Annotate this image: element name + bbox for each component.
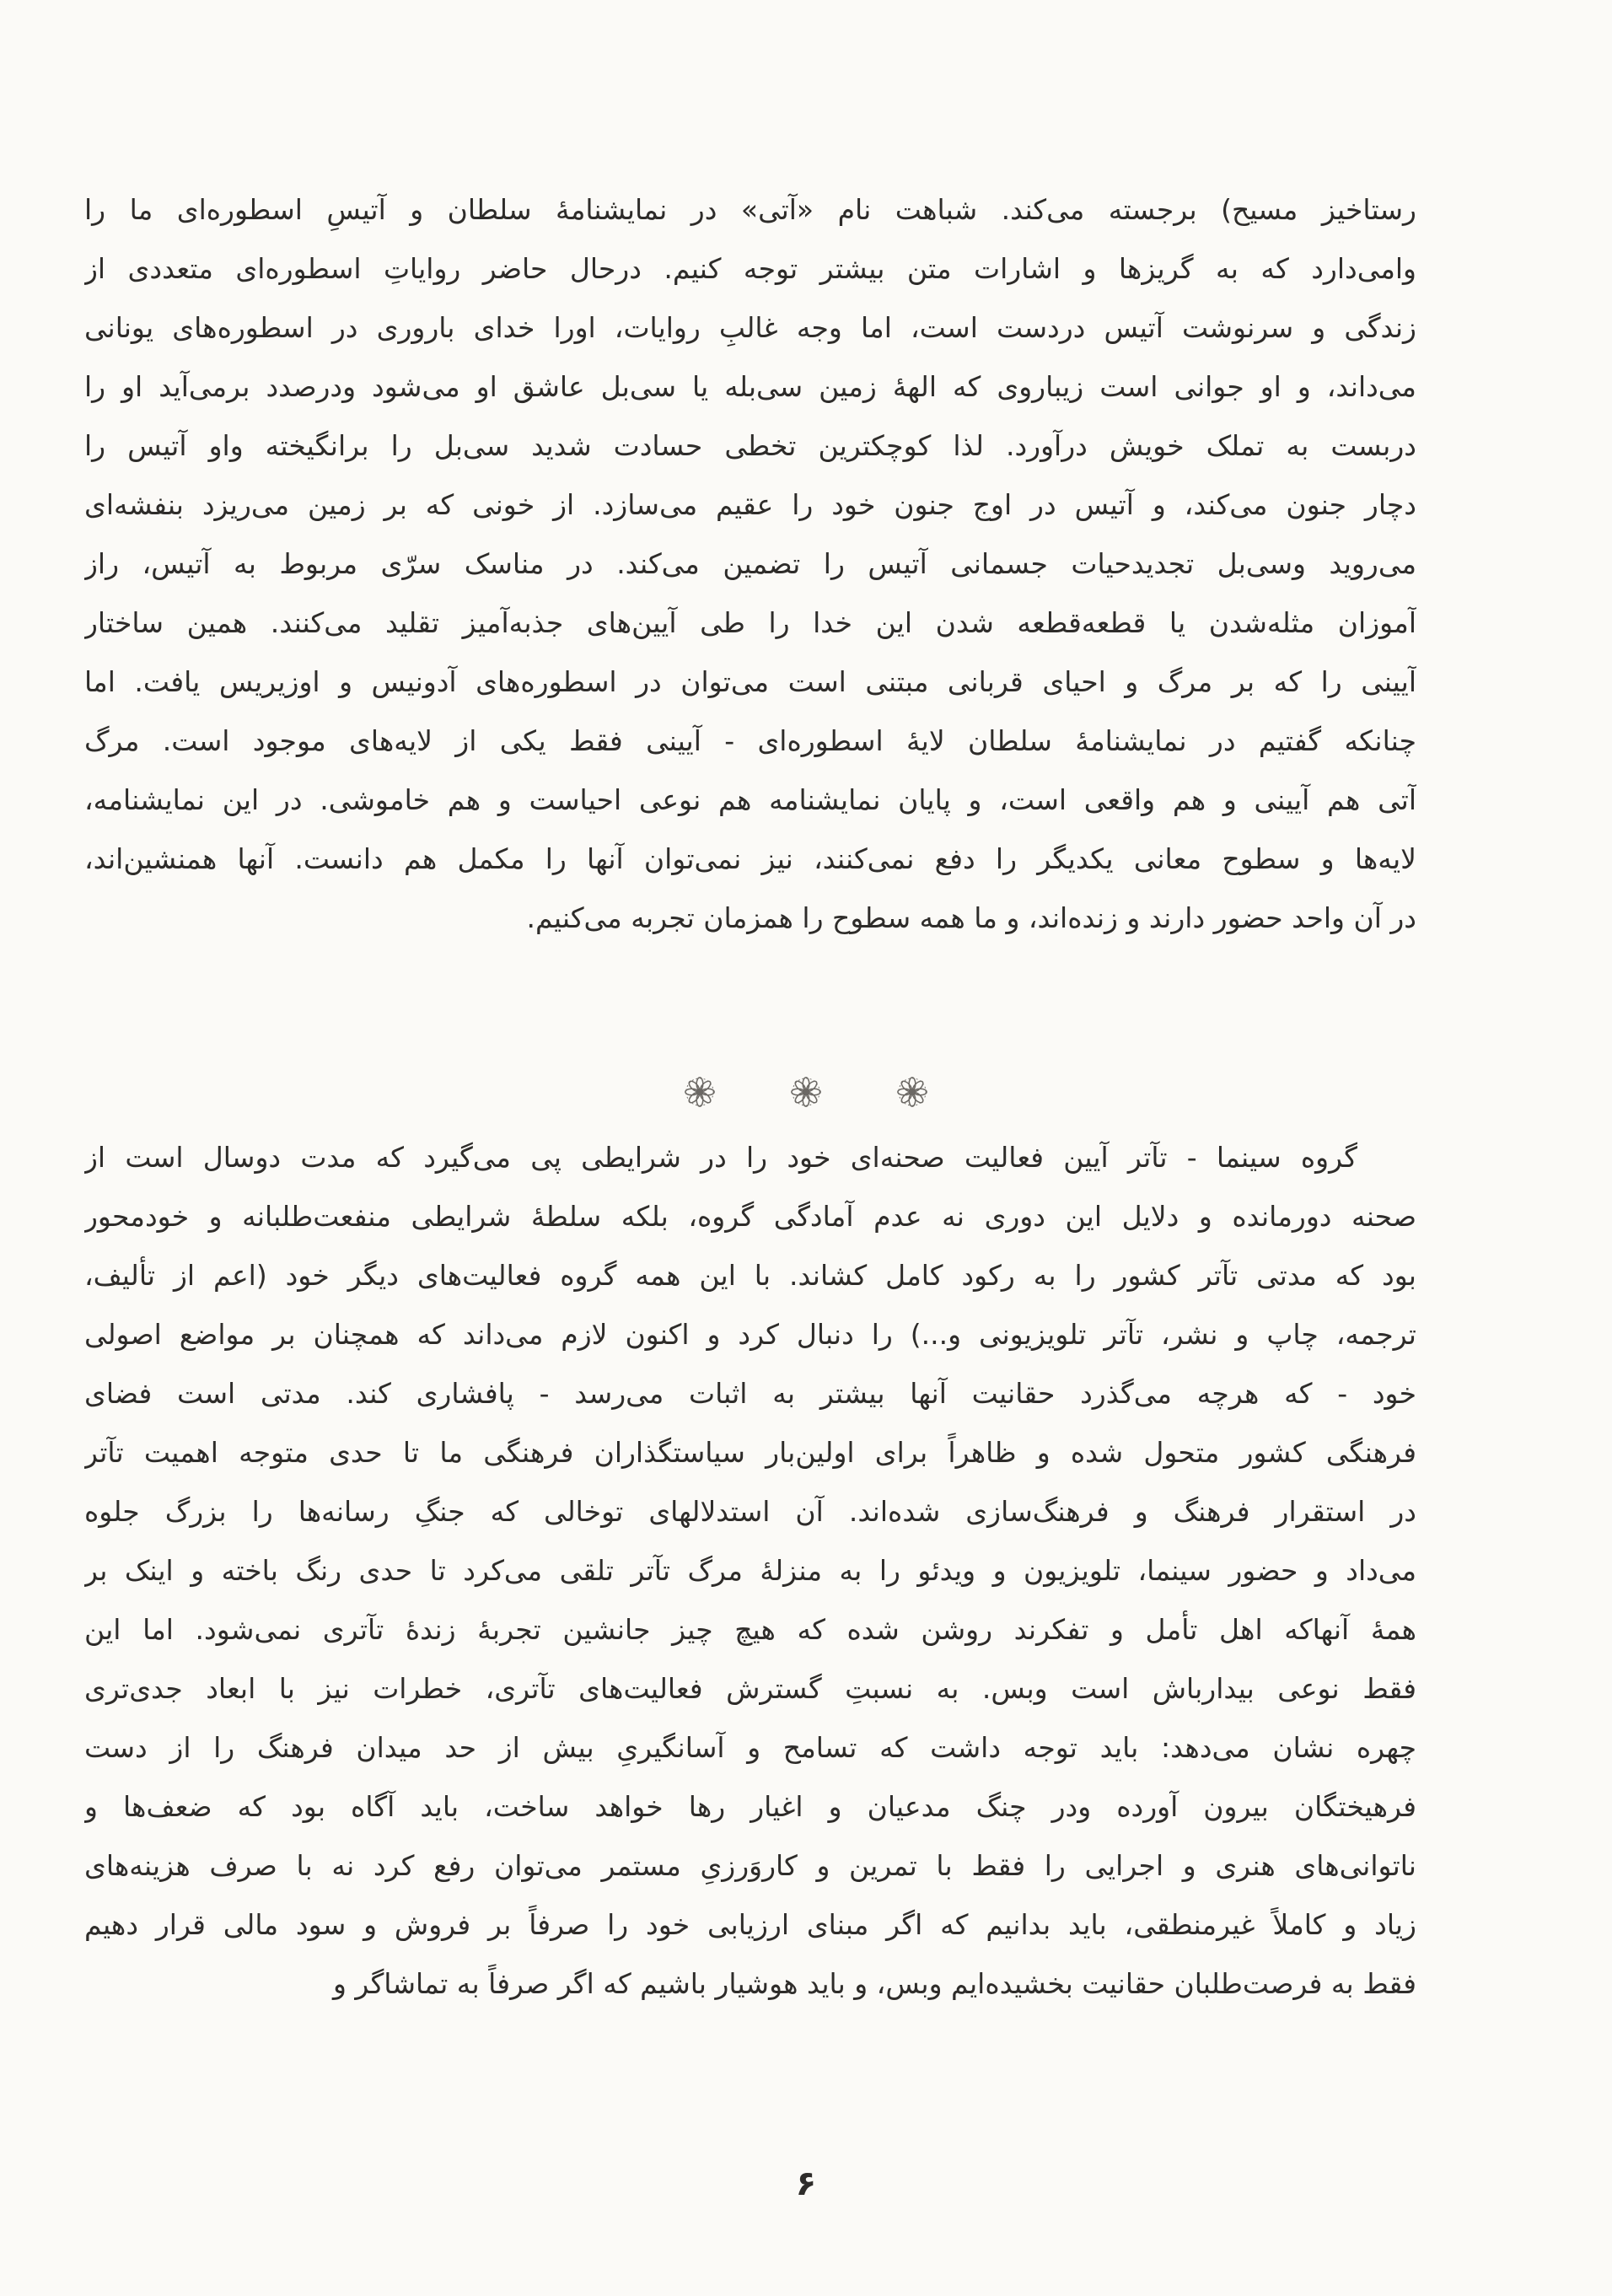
flower-ornament-icon	[896, 1076, 928, 1108]
text-line: گروه سینما - تآتر آیین فعالیت صحنه‌ای خود را در شرایطی پی می‌گیرد که مدت دوسال است از	[84, 1141, 1357, 1174]
text-line: فرهنگی کشور متحول شده و ظاهراً برای اولین‌بار سیاستگذاران فرهنگی ما تا حدی متوجه اهمیت تآتر	[84, 1436, 1416, 1469]
text-line: آتی هم آیینی و هم واقعی است، و پایان نمایشنامه هم نوعی احیاست و هم خاموشی. در این نمایشنامه،	[84, 783, 1416, 816]
text-line: وامی‌دارد که به گریزها و اشارات متن بیشتر توجه کنیم. درحال حاضر روایاتِ اسطوره‌ای متعددی از	[84, 252, 1416, 285]
section-divider	[0, 1071, 1612, 1113]
flower-ornament-icon	[684, 1076, 716, 1108]
text-line: صحنه دورمانده و دلایل این دوری نه عدم آمادگی گروه، بلکه سلطهٔ شرایطی منفعت‌طلبانه و خودمحور	[84, 1200, 1416, 1233]
paragraph-1	[84, 180, 1416, 948]
text-line: فقط به فرصت‌طلبان حقانیت بخشیده‌ایم وبس، و باید هوشیار باشیم که اگر صرفاً به تماشاگر و	[332, 1967, 1416, 2000]
text-line: در آن واحد حضور دارند و زنده‌اند، و ما همه سطوح را همزمان تجربه می‌کنیم.	[526, 901, 1416, 934]
text-line: دربست به تملک خویش درآورد. لذا کوچکترین تخطی حسادت شدید سی‌بل را برانگیخته واو آتیس را	[84, 429, 1416, 462]
text-line: ترجمه، چاپ و نشر، تآتر تلویزیونی و...) را دنبال کرد و اکنون لازم می‌داند که همچنان بر مواضع اصولی	[84, 1318, 1416, 1351]
text-line: خود - که هرچه می‌گذرد حقانیت آنها بیشتر به اثبات می‌رسد - پافشاری کند. مدتی است فضای	[84, 1377, 1416, 1410]
text-line: زیاد و کاملاً غیرمنطقی، باید بدانیم که اگر مبنای ارزیابی خود را صرفاً بر فروش و سود مالی قرار دهیم	[84, 1908, 1416, 1941]
text-line: دچار جنون می‌کند، و آتیس در اوج جنون خود را عقیم می‌سازد. از خونی که بر زمین می‌ریزد بنفشه‌ای	[84, 488, 1416, 521]
text-line: چنانکه گفتیم در نمایشنامهٔ سلطان لایهٔ اسطوره‌ای - آیینی فقط یکی از لایه‌های موجود است. مرگ	[84, 724, 1416, 757]
text-line: آموزان مثله‌شدن یا قطعه‌قطعه شدن این خدا را طی آیین‌های جذبه‌آمیز تقلید می‌کنند. همین ساختار	[84, 606, 1416, 639]
flower-ornament-icon	[790, 1076, 822, 1108]
text-line: می‌روید وسی‌بل تجدیدحیات جسمانی آتیس را تضمین می‌کند. در مناسک سرّی مربوط به آتیس، راز	[84, 547, 1416, 580]
paragraph-2	[84, 1128, 1416, 2014]
text-line: فرهیختگان بیرون آورده ودر چنگ مدعیان و اغیار رها خواهد ساخت، باید آگاه بود که ضعف‌ها و	[84, 1790, 1416, 1823]
text-line: می‌داند، و او جوانی است زیباروی که الههٔ زمین سی‌بله یا سی‌بل عاشق او می‌شود ودرصدد برمی‌آید او را	[84, 370, 1416, 403]
text-line: رستاخیز مسیح) برجسته می‌کند. شباهت نام «آتی» در نمایشنامهٔ سلطان و آتیسِ اسطوره‌ای ما را	[84, 193, 1416, 226]
text-line: همهٔ آنهاکه اهل تأمل و تفکرند روشن شده که هیچ چیز جانشین تجربهٔ زندهٔ تآتری نمی‌شود. اما این	[84, 1613, 1416, 1646]
text-line: ناتوانی‌های هنری و اجرایی را فقط با تمرین و کاروَرزیِ مستمر می‌توان رفع کرد نه با صرف هزینه‌های	[84, 1849, 1416, 1882]
text-line: زندگی و سرنوشت آتیس دردست است، اما وجه غالبِ روایات، اورا خدای باروری در اسطوره‌های یونانی	[84, 311, 1416, 344]
text-line: می‌داد و حضور سینما، تلویزیون و ویدئو را به منزلهٔ مرگ تآتر تلقی می‌کرد تا حدی رنگ باخته و اینک بر	[84, 1554, 1416, 1587]
text-line: در استقرار فرهنگ و فرهنگ‌سازی شده‌اند. آن استدلالهای توخالی که جنگِ رسانه‌ها را بزرگ جلوه	[84, 1495, 1416, 1528]
text-line: لایه‌ها و سطوح معانی یکدیگر را دفع نمی‌کنند، نیز نمی‌توان آنها را مکمل هم دانست. آنها همنشین‌اند،	[84, 842, 1416, 875]
text-line: آیینی را که بر مرگ و احیای قربانی مبتنی است می‌توان در اسطوره‌های آدونیس و اوزیریس یافت. اما	[84, 665, 1416, 698]
page-number: ۶	[795, 2164, 817, 2203]
text-line: چهره نشان می‌دهد: باید توجه داشت که تسامح و آسانگیریِ بیش از حد میدان فرهنگ را از دست	[84, 1731, 1416, 1764]
text-line: بود که مدتی تآتر کشور را به رکود کامل کشاند. با این همه گروه فعالیت‌های دیگر خود (اعم از تألیف،	[84, 1259, 1416, 1292]
text-line: فقط نوعی بیدارباش است وبس. به نسبتِ گسترش فعالیت‌های تآتری، خطرات نیز با ابعاد جدی‌تری	[84, 1672, 1416, 1705]
